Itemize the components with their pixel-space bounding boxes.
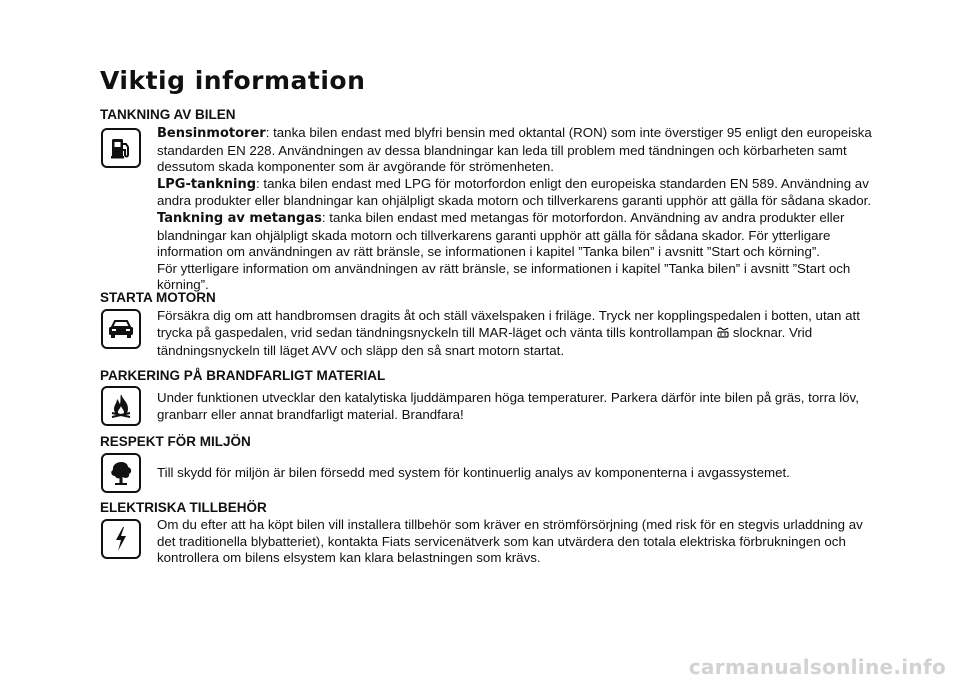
section-heading-start: STARTA MOTORN (100, 290, 216, 305)
fuel-pump-icon (101, 128, 141, 168)
car-icon (101, 309, 141, 349)
methane-term: Tankning av metangas (157, 210, 322, 226)
lpg-text: : tanka bilen endast med LPG för motorfordon enligt den europeiska standarden EN 589. Användning av andra produkter eller blandningar kan ohjälpligt skada motorn och tillverkarens garanti upphör att gälla för sådana skador. (157, 175, 872, 209)
lpg-term: LPG-tankning (157, 176, 257, 192)
glow-plug-icon (716, 325, 730, 344)
fire-icon (101, 386, 141, 426)
section-body-fuel (157, 125, 879, 294)
environment-text: Till skydd för miljön är bilen försedd med system för kontinuerlig analys av komponenterna i avgassystemet. (157, 465, 790, 480)
section-heading-environment: RESPEKT FÖR MILJÖN (100, 434, 251, 449)
parking-text: Under funktionen utvecklar den katalytiska ljuddämparen höga temperaturer. Parkera därför inte bilen på gräs, torra löv, granbarr eller annat brandfarligt material. Brandfara! (157, 390, 859, 422)
section-body-environment (157, 465, 879, 482)
tree-icon (101, 453, 141, 493)
lpg-paragraph (157, 176, 879, 210)
start-paragraph (157, 308, 879, 360)
section-body-electrical (157, 517, 879, 567)
section-heading-electrical: ELEKTRISKA TILLBEHÖR (100, 500, 267, 515)
start-text-before: Försäkra dig om att handbromsen dragits åt och ställ växelspaken i friläge. Tryck ner kopplingspedalen i botten, utan att trycka på gaspedalen, vrid sedan tändningsnyckeln till MAR-läget och vänta tills kontrollampan (157, 308, 860, 340)
petrol-term: Bensinmotorer (157, 126, 266, 141)
methane-text: : tanka bilen endast med metangas för motorfordon. Användning av andra produkter eller blandningar kan ohjälpligt skada motorn och tillverkarens garanti upphör att gälla för sådana skador. För ytterligare information om användningen av rätt bränsle, se informationen i kapitel ”Tanka bilen” i avsnitt ”Start och körning”. (157, 209, 845, 260)
section-heading-parking: PARKERING PÅ BRANDFARLIGT MATERIAL (100, 368, 386, 383)
lightning-icon (101, 519, 141, 559)
page-title: Viktig information (100, 66, 366, 95)
petrol-paragraph (157, 125, 879, 176)
fuel-extra-paragraph: För ytterligare information om användningen av rätt bränsle, se informationen i kapitel ”Tanka bilen” i avsnitt ”Start och körning”. (157, 260, 851, 293)
start-text-after: slocknar. Vrid tändningsnyckeln till läget AVV och släpp den så snart motorn startat. (157, 324, 813, 359)
methane-paragraph (157, 210, 879, 261)
petrol-text: : tanka bilen endast med blyfri bensin med oktantal (RON) som inte överstiger 95 enligt den europeiska standarden EN 228. Användningen av dessa blandningar kan leda till problem med tändningen och körbarheten samt dessutom skada komponenter som är avgörande för strömenheten. (157, 125, 872, 175)
watermark: carmanualsonline.info (688, 655, 946, 679)
electrical-text: Om du efter att ha köpt bilen vill installera tillbehör som kräver en strömförsörjning (med risk för en stegvis urladdning av det traditionella blybatteriet), kontakta Fiats servicenätverk som kan utvärdera den totala elektriska förbrukningen och kontrollera om bilens elsystem kan klara belastningen som krävs. (157, 517, 863, 566)
section-body-parking (157, 390, 879, 423)
section-body-start (157, 308, 879, 360)
section-heading-fuel: TANKNING AV BILEN (100, 107, 236, 122)
